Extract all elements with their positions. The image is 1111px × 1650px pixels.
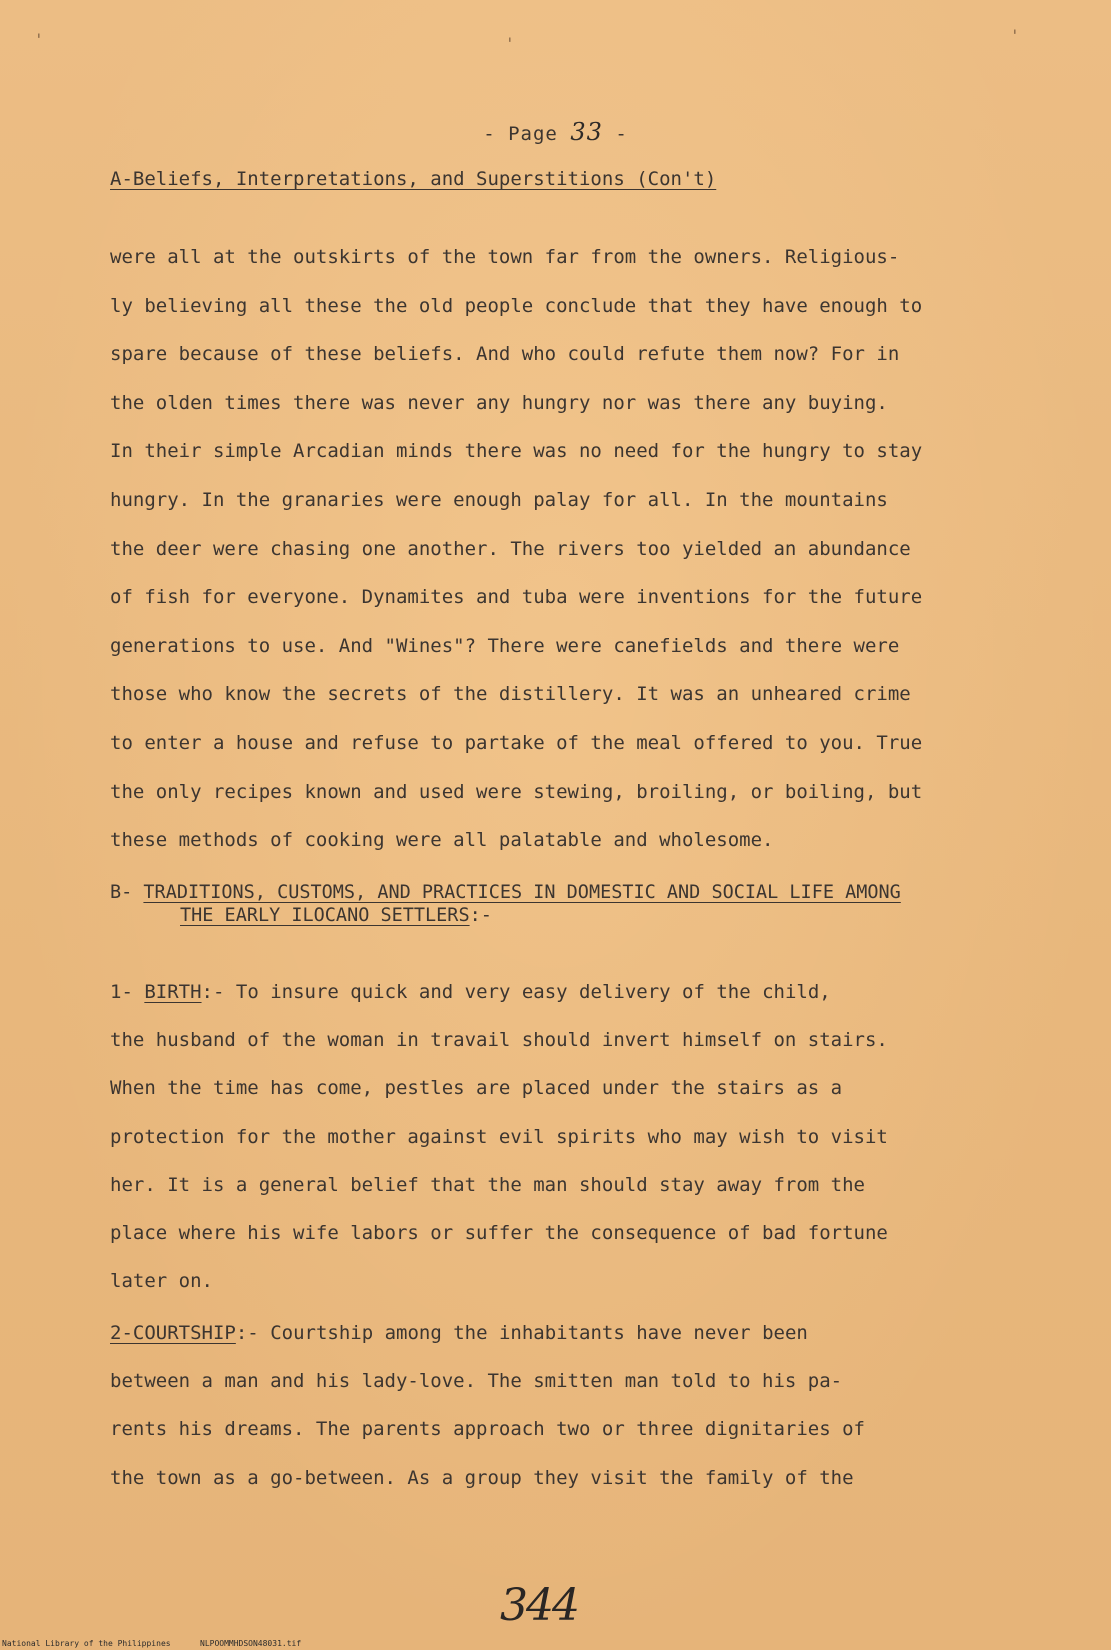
page-suffix: - [615, 123, 628, 145]
text-line: spare because of these beliefs. And who could refute them now? For in [110, 343, 900, 366]
text-line: between a man and his lady-love. The smitten man told to his pa- [110, 1370, 843, 1393]
text-line: later on. [110, 1270, 213, 1293]
section-b-prefix: B- [110, 882, 133, 903]
text-line [110, 1309, 1010, 1357]
section-b-title-line2: THE EARLY ILOCANO SETTLERS [180, 905, 470, 926]
text-line: When the time has come, pestles are placed under the stairs as a [110, 1077, 843, 1100]
handwritten-folio-number: 344 [500, 1580, 578, 1631]
text-line: were all at the outskirts of the town far from the owners. Religious- [110, 246, 900, 268]
page-prefix: - Page [483, 123, 558, 145]
courtship-line: Courtship among the inhabitants have never been [270, 1322, 808, 1344]
text-line [110, 968, 1010, 1016]
courtship-label: 2-COURTSHIP [110, 1322, 236, 1344]
text-line: to enter a house and refuse to partake of the meal offered to you. True [110, 731, 923, 754]
birth-paragraph [110, 968, 1010, 1305]
courtship-paragraph [110, 1309, 1010, 1502]
section-b-suffix: :- [469, 905, 492, 926]
library-name: National Library of the Philippines [2, 1639, 171, 1648]
text-line: her. It is a general belief that the man should stay away from the [110, 1173, 865, 1196]
birth-number: 1- [110, 981, 133, 1003]
text-line: the town as a go-between. As a group they visit the family of the [110, 1466, 854, 1489]
margin-mark: ' [1010, 26, 1020, 45]
text-line: the olden times there was never any hungry nor was there any buying. [110, 391, 888, 414]
margin-mark: ' [505, 34, 515, 53]
scan-filename: NLPOOMMHDSON48031.tif [200, 1639, 302, 1648]
birth-label-suffix: :- [201, 981, 225, 1003]
courtship-label-suffix: :- [235, 1322, 259, 1344]
text-line: the husband of the woman in travail should invert himself on stairs. [110, 1029, 888, 1052]
section-b-title-line1: TRADITIONS, CUSTOMS, AND PRACTICES IN DOMESTIC AND SOCIAL LIFE AMONG [143, 882, 901, 903]
section-a-heading: A-Beliefs, Interpretations, and Superstitions (Con't) [110, 168, 717, 190]
text-line: generations to use. And "Wines"? There were canefields and there were [110, 634, 900, 657]
text-line: of fish for everyone. Dynamites and tuba were inventions for the future [110, 586, 923, 609]
text-line: hungry. In the granaries were enough palay for all. In the mountains [110, 488, 888, 511]
text-line: place where his wife labors or suffer the consequence of bad fortune [110, 1221, 888, 1244]
page-header [0, 118, 1111, 146]
birth-label: BIRTH [144, 981, 202, 1003]
text-line: rents his dreams. The parents approach two or three dignitaries of [110, 1418, 865, 1441]
text-line: these methods of cooking were all palatable and wholesome. [110, 829, 774, 852]
page-number: 33 [570, 118, 603, 146]
section-b-heading [110, 882, 901, 926]
text-line: In their simple Arcadian minds there was no need for the hungry to stay [110, 440, 923, 463]
text-line: ly believing all these the old people conclude that they have enough to [110, 294, 923, 317]
birth-line: To insure quick and very easy delivery of the child, [235, 981, 831, 1003]
text-line: the only recipes known and used were stewing, broiling, or boiling, but [110, 780, 923, 803]
margin-mark: ' [34, 30, 44, 49]
section-a-body [110, 233, 1010, 865]
text-line: the deer were chasing one another. The rivers too yielded an abundance [110, 537, 911, 560]
text-line: protection for the mother against evil spirits who may wish to visit [110, 1125, 888, 1148]
text-line: those who know the secrets of the distillery. It was an unheared crime [110, 683, 911, 706]
scan-footer [0, 1637, 1111, 1650]
